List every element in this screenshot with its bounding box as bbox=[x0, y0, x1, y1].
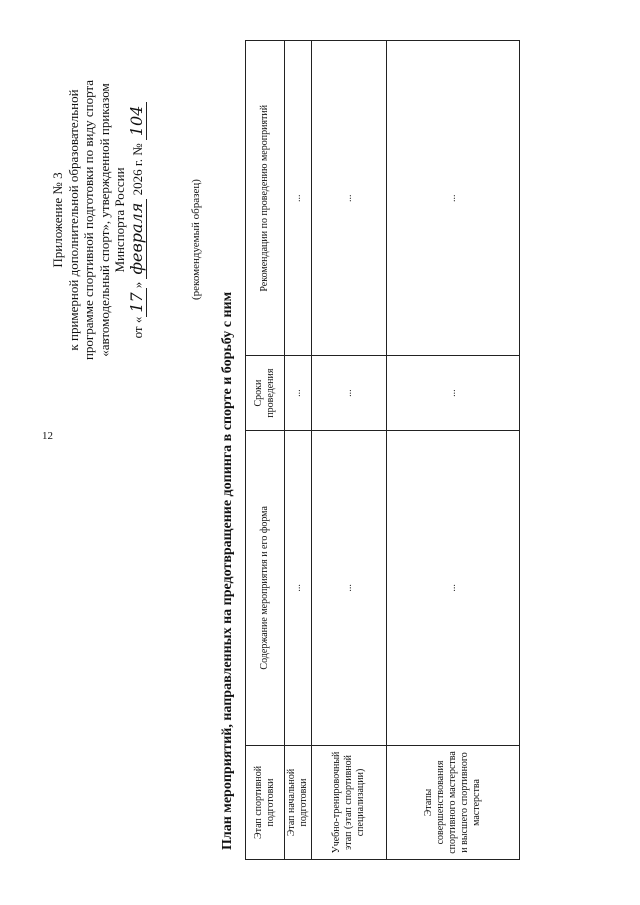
document-title: План мероприятий, направленных на предотвращение допинга в спорте и борьбу с ним bbox=[220, 291, 235, 850]
sample-note: (рекомендуемый образец) bbox=[190, 179, 202, 300]
cell-terms: ... bbox=[312, 356, 387, 430]
appendix-line-3: программе спортивной подготовки по виду спорта bbox=[81, 79, 96, 361]
table-row bbox=[285, 41, 312, 860]
cell-content: ... bbox=[387, 430, 520, 745]
table-row bbox=[312, 41, 387, 860]
cell-recommendations: ... bbox=[312, 41, 387, 356]
appendix-number: Приложение № 3 bbox=[50, 172, 65, 268]
page-number: 12 bbox=[42, 430, 53, 442]
table-row bbox=[387, 41, 520, 860]
table-header-row bbox=[246, 41, 285, 860]
appendix-line-2: к примерной дополнительной образовательной bbox=[65, 89, 81, 351]
date-prefix: от « bbox=[129, 316, 145, 339]
cell-terms: ... bbox=[285, 356, 312, 430]
header-stage: Этап спортивной подготовки bbox=[246, 745, 285, 859]
date-year: 2026 г. № bbox=[129, 143, 145, 196]
header-terms: Сроки проведения bbox=[246, 356, 285, 430]
order-date-line bbox=[126, 30, 146, 410]
date-month: февраля bbox=[127, 199, 147, 279]
header-content: Содержание мероприятия и его форма bbox=[246, 430, 285, 745]
cell-stage: Учебно-тренировочный этап (этап спортивной специализации) bbox=[312, 745, 387, 859]
cell-content: ... bbox=[285, 430, 312, 745]
rotated-page-content bbox=[20, 20, 620, 880]
appendix-line-4: «автомодельный спорт», утвержденной приказом bbox=[96, 83, 112, 357]
cell-terms: ... bbox=[387, 356, 520, 430]
header-recommendations: Рекомендации по проведению мероприятий bbox=[246, 41, 285, 356]
appendix-header bbox=[50, 30, 145, 410]
appendix-line-5: Минспорта России bbox=[112, 167, 127, 273]
date-mid: » bbox=[129, 281, 145, 289]
cell-stage: Этап начальной подготовки bbox=[285, 745, 312, 859]
cell-stage: Этапы совершенствования спортивного мастерства и высшего спортивного мастерства bbox=[387, 745, 520, 859]
order-number: 104 bbox=[127, 102, 147, 141]
cell-recommendations: ... bbox=[387, 41, 520, 356]
date-day: 17 bbox=[127, 288, 147, 316]
cell-content: ... bbox=[312, 430, 387, 745]
cell-recommendations: ... bbox=[285, 41, 312, 356]
measures-table bbox=[245, 40, 520, 860]
